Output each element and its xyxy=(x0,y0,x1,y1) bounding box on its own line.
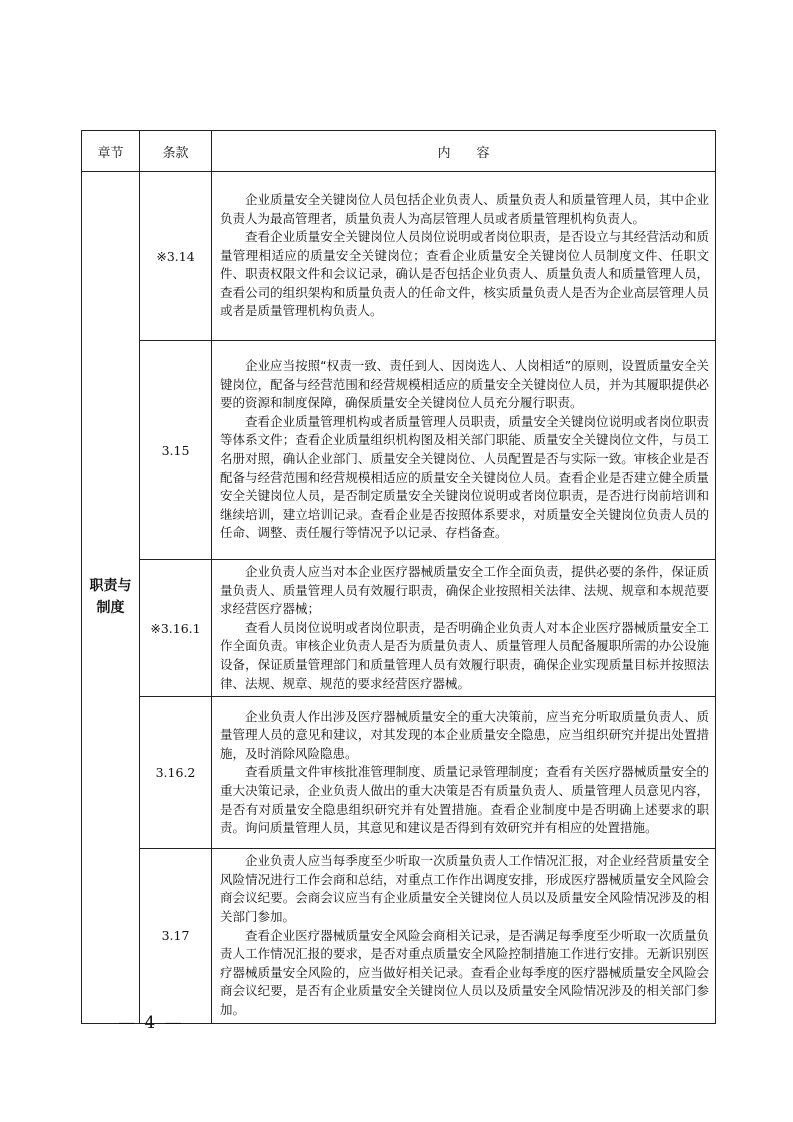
inspection-text: 查看人员岗位说明或者岗位职责，是否明确企业负责人对本企业医疗器械质量安全工作全面负责。审核企业负责人是否为质量负责人、质量管理人员配备履职所需的办公设施设备，保证质量管理部门和质量管理人员有效履行职责，确保企业实现质量目标并按照法律、法规、规章、规范的要求经营医疗器械。 xyxy=(220,619,709,691)
requirement-text: 企业应当按照“权责一致、责任到人、因岗选人、人岗相适”的原则，设置质量安全关键岗位，配备与经营范围和经营规模相适应的质量安全关键岗位人员，并为其履职提供必要的资源和制度保障，确保质量安全关键岗位人员充分履行职责。 xyxy=(220,358,709,411)
header-chapter: 章节 xyxy=(82,131,140,172)
clause-cell: ※3.14 xyxy=(140,172,212,341)
inspection-text: 查看企业质量管理机构或者质量管理人员职责，质量安全关键岗位说明或者岗位职责等体系文件；查看企业质量组织机构图及相关部门职能、质量安全关键岗位文件，与员工名册对照，确认企业部门、质量安全关键岗位、人员配置是否与实际一致。审核企业是否配备与经营范围和经营规模相适应的质量安全关键岗位人员。查看企业是否建立健全质量安全关键岗位人员，是否制定质量安全关键岗位说明或者岗位职责，是否进行岗前培训和继续培训，建立培训记录。查看企业是否按照体系要求，对质量安全关键岗位负责人员的任命、调整、责任履行等情况予以记录、存档备查。 xyxy=(220,413,709,541)
table-row xyxy=(82,697,716,849)
content-cell xyxy=(212,560,716,697)
content-cell xyxy=(212,849,716,1023)
requirement-text: 企业质量安全关键岗位人员包括企业负责人、质量负责人和质量管理人员，其中企业负责人为最高管理者，质量负责人为高层管理人员或者质量管理机构负责人。 xyxy=(220,191,709,226)
content-cell xyxy=(212,697,716,849)
inspection-text: 查看企业医疗器械质量安全风险会商相关记录，是否满足每季度至少听取一次质量负责人工作情况汇报的要求，是否对重点质量安全风险控制措施工作进行安排。无新识别医疗器械质量安全风险的，应当做好相关记录。查看企业每季度的医疗器械质量安全风险会商会议纪要，是否有企业质量安全关键岗位人员以及质量安全风险情况涉及的相关部门参加。 xyxy=(220,927,709,1017)
requirement-text: 企业负责人作出涉及医疗器械质量安全的重大决策前，应当充分听取质量负责人、质量管理人员的意见和建议，对其发现的本企业质量安全隐患，应当组织研究并提出处置措施，及时消除风险隐患。 xyxy=(220,708,709,761)
table-row xyxy=(82,172,716,341)
regulation-table xyxy=(81,130,716,1024)
inspection-text: 查看质量文件审核批准管理制度、质量记录管理制度；查看有关医疗器械质量安全的重大决策记录，企业负责人做出的重大决策是否有质量负责人、质量管理人员意见内容，是否有对质量安全隐患组织研究并有处置措施。查看企业制度中是否明确上述要求的职责。询问质量管理人员，其意见和建议是否得到有效研究并有相应的处置措施。 xyxy=(220,764,709,836)
content-cell xyxy=(212,172,716,341)
clause-cell: ※3.16.1 xyxy=(140,560,212,697)
requirement-text: 企业负责人应当每季度至少听取一次质量负责人工作情况汇报，对企业经营质量安全风险情况进行工作会商和总结，对重点工作作出调度安排，形成医疗器械质量安全风险会商会议纪要。会商会议应当有企业质量安全关键岗位人员以及质量安全风险情况涉及的相关部门参加。 xyxy=(220,853,709,924)
table-row xyxy=(82,849,716,1023)
clause-cell: 3.15 xyxy=(140,341,212,560)
chapter-label: 职责与制度 xyxy=(89,578,132,617)
header-clause: 条款 xyxy=(140,131,212,172)
table-header-row xyxy=(82,131,716,172)
clause-cell: 3.16.2 xyxy=(140,697,212,849)
chapter-cell xyxy=(82,172,140,1024)
table-row xyxy=(82,341,716,560)
requirement-text: 企业负责人应当对本企业医疗器械质量安全工作全面负责，提供必要的条件，保证质量负责人、质量管理人员有效履行职责，确保企业按照相关法律、法规、规章和本规范要求经营医疗器械； xyxy=(220,564,709,617)
header-content: 内 容 xyxy=(212,131,716,172)
inspection-text: 查看企业质量安全关键岗位人员岗位说明或者岗位职责，是否设立与其经营活动和质量管理相适应的质量安全关键岗位；查看企业质量安全关键岗位人员制度文件、任职文件、职责权限文件和会议记录，确认是否包括企业负责人、质量负责人和质量管理人员，查看公司的组织架构和质量负责人的任命文件，核实质量负责人是否为企业高层管理人员或者是质量管理机构负责人。 xyxy=(220,229,709,319)
table-row xyxy=(82,560,716,697)
content-cell xyxy=(212,341,716,560)
page-number: — 4 — xyxy=(118,1013,184,1033)
clause-cell: 3.17 xyxy=(140,849,212,1023)
